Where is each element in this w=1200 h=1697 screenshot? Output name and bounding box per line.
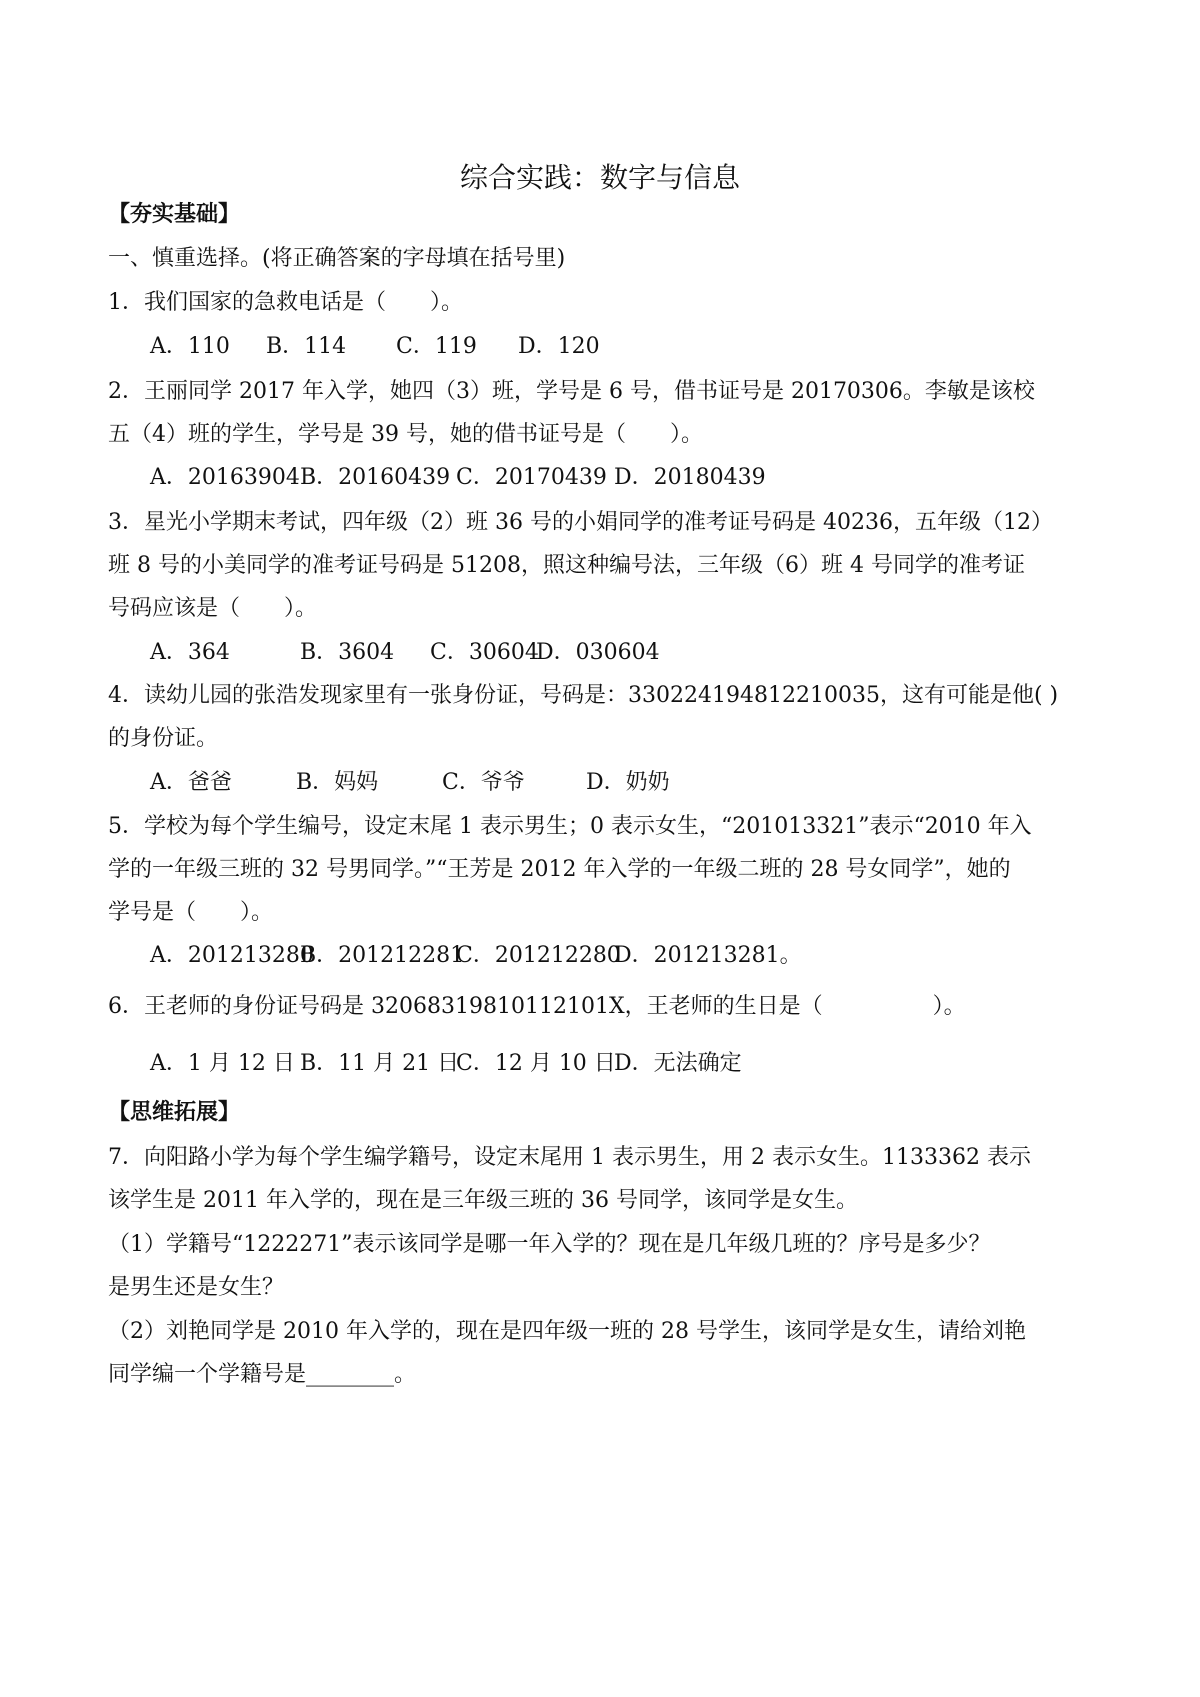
section-instruction: 一、慎重选择。(将正确答案的字母填在括号里) bbox=[108, 246, 566, 271]
question-3-option-d: D．030604 bbox=[536, 640, 660, 665]
question-5-option-c: C．201212280 bbox=[456, 943, 621, 968]
question-6-option-a: A．1 月 12 日 bbox=[150, 1051, 295, 1076]
question-7-text-line-1: 7．向阳路小学为每个学生编学籍号，设定末尾用 1 表示男生，用 2 表示女生。1133362 表示 bbox=[108, 1145, 1031, 1170]
question-6-option-b: B．11 月 21 日 bbox=[300, 1051, 460, 1076]
question-7-part-1-line-1: （1）学籍号“1222271”表示该同学是哪一年入学的？现在是几年级几班的？序号是多少？ bbox=[108, 1232, 991, 1257]
question-3-option-c: C．30604 bbox=[430, 640, 539, 665]
question-7-part-2-line-1: （2）刘艳同学是 2010 年入学的，现在是四年级一班的 28 号学生，该同学是女生，请给刘艳 bbox=[108, 1319, 1026, 1344]
question-2-text-line-1: 2．王丽同学 2017 年入学，她四（3）班，学号是 6 号，借书证号是 20170306。李敏是该校 bbox=[108, 379, 1035, 404]
question-1-option-b: B．114 bbox=[266, 334, 347, 359]
question-2-option-d: D．20180439 bbox=[614, 465, 766, 490]
question-4-option-b: B．妈妈 bbox=[296, 770, 379, 795]
question-1-option-a: A．110 bbox=[150, 334, 230, 359]
question-1-option-d: D．120 bbox=[518, 334, 600, 359]
question-6-option-c: C．12 月 10 日 bbox=[456, 1051, 616, 1076]
question-7-part-1-line-2: 是男生还是女生？ bbox=[108, 1275, 285, 1300]
question-4-option-c: C．爷爷 bbox=[442, 770, 525, 795]
question-1-text: 1．我们国家的急救电话是（ ）。 bbox=[108, 290, 463, 315]
question-7-text-line-2: 该学生是 2011 年入学的，现在是三年级三班的 36 号同学，该同学是女生。 bbox=[108, 1188, 858, 1213]
question-7-part-2-line-2: 同学编一个学籍号是________。 bbox=[108, 1362, 417, 1387]
question-2-option-a: A．20163904 bbox=[150, 465, 300, 490]
question-5-text-line-3: 学号是（ ）。 bbox=[108, 900, 274, 925]
question-3-option-a: A．364 bbox=[150, 640, 230, 665]
question-3-option-b: B．3604 bbox=[300, 640, 395, 665]
question-5-option-b: B．201212281 bbox=[300, 943, 465, 968]
question-3-text-line-3: 号码应该是（ ）。 bbox=[108, 596, 318, 621]
question-5-text-line-2: 学的一年级三班的 32 号男同学。”“王芳是 2012 年入学的一年级二班的 28 号女同学”，她的 bbox=[108, 857, 1011, 882]
section-heading-basics: 【夯实基础】 bbox=[108, 202, 241, 227]
question-6-option-d: D．无法确定 bbox=[614, 1051, 742, 1076]
question-5-option-a: A．201213280 bbox=[150, 943, 314, 968]
question-1-option-c: C．119 bbox=[396, 334, 477, 359]
section-heading-extension: 【思维拓展】 bbox=[108, 1100, 241, 1125]
question-3-text-line-1: 3．星光小学期末考试，四年级（2）班 36 号的小娟同学的准考证号码是 40236，五年级（12） bbox=[108, 510, 1053, 535]
question-6-text: 6．王老师的身份证号码是 32068319810112101X，王老师的生日是（ ）。 bbox=[108, 994, 966, 1019]
question-4-text-line-2: 的身份证。 bbox=[108, 726, 219, 751]
question-4-option-d: D．奶奶 bbox=[586, 770, 670, 795]
question-5-text-line-1: 5．学校为每个学生编号，设定末尾 1 表示男生；0 表示女生，“201013321”表示“2010 年入 bbox=[108, 814, 1032, 839]
question-2-option-b: B．20160439 bbox=[300, 465, 451, 490]
question-4-option-a: A．爸爸 bbox=[150, 770, 232, 795]
question-5-option-d: D．201213281。 bbox=[614, 943, 802, 968]
question-4-text-line-1: 4．读幼儿园的张浩发现家里有一张身份证，号码是：330224194812210035，这有可能是他( ) bbox=[108, 683, 1059, 708]
question-2-option-c: C．20170439 bbox=[456, 465, 607, 490]
page-title: 综合实践：数字与信息 bbox=[459, 161, 740, 194]
question-3-text-line-2: 班 8 号的小美同学的准考证号码是 51208，照这种编号法，三年级（6）班 4 号同学的准考证 bbox=[108, 553, 1025, 578]
question-2-text-line-2: 五（4）班的学生，学号是 39 号，她的借书证号是（ ）。 bbox=[108, 422, 703, 447]
